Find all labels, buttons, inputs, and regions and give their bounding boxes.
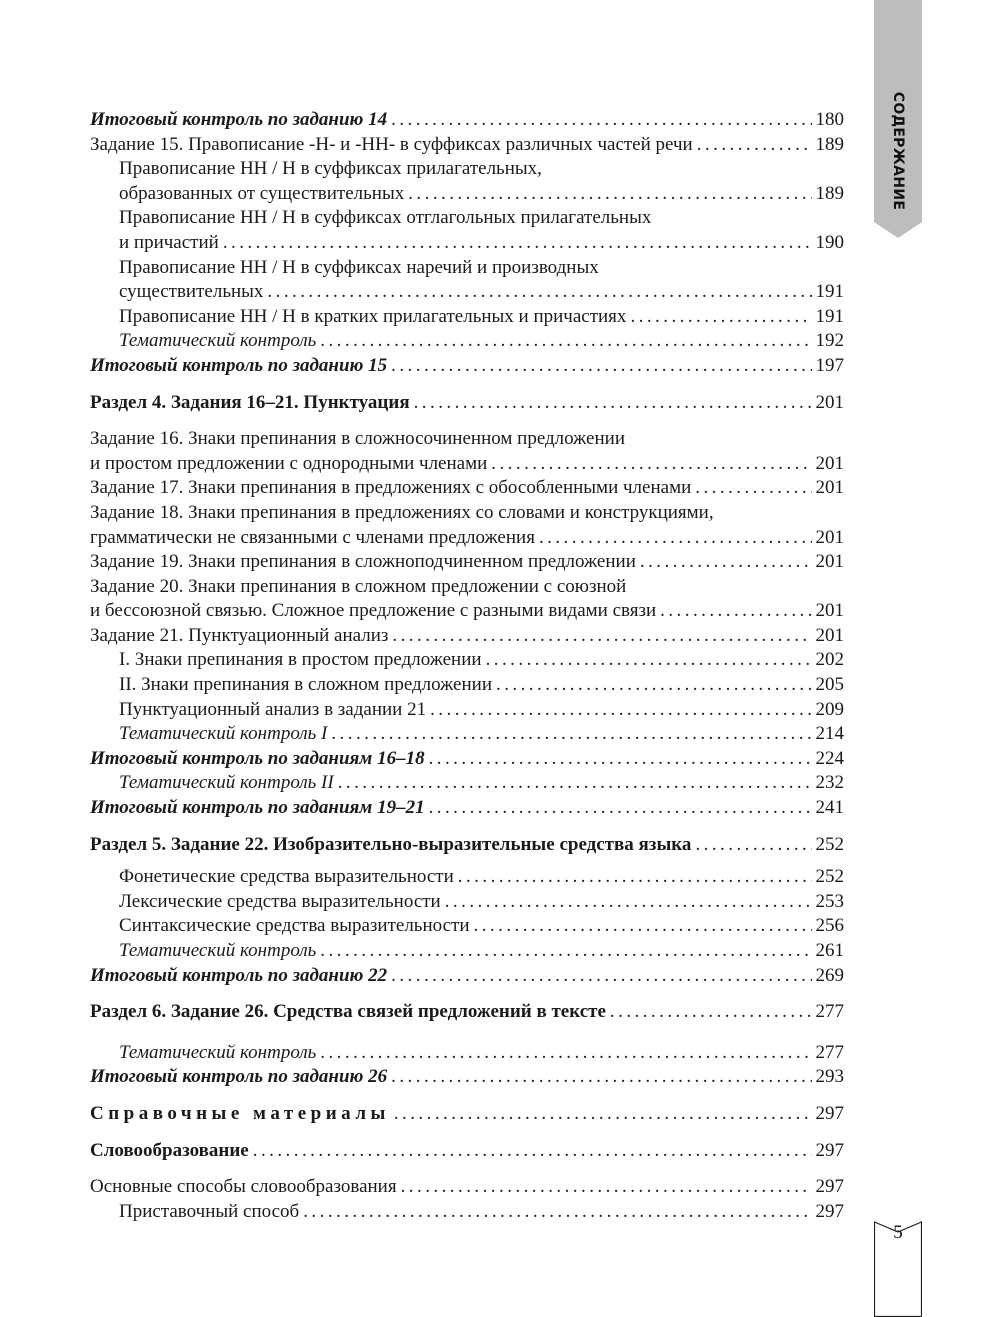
toc-entry-title: Основные способы словообразования: [90, 1176, 397, 1198]
toc-entry[interactable]: [90, 1139, 844, 1164]
toc-entry-line: [90, 914, 844, 939]
dot-leader: [401, 1175, 812, 1200]
toc-entry-line: [90, 133, 844, 158]
dot-leader: [429, 747, 812, 772]
toc-entry-line: [90, 256, 844, 281]
toc-entry-line: [90, 329, 844, 354]
toc-entry[interactable]: [90, 890, 844, 915]
dot-leader: [539, 526, 812, 551]
dot-leader: [445, 890, 812, 915]
toc-entry-page: 201: [815, 452, 844, 474]
toc-entry-line: [90, 391, 844, 416]
dot-leader: [496, 673, 812, 698]
toc-entry[interactable]: [90, 1175, 844, 1200]
toc-entry-page: 256: [815, 915, 844, 937]
toc-entry[interactable]: [90, 964, 844, 989]
toc-entry[interactable]: [90, 329, 844, 354]
toc-entry-page: 224: [815, 747, 844, 769]
toc-entry-line: [90, 722, 844, 747]
toc-entry-line: [90, 673, 844, 698]
toc-entry-title: существительных: [119, 281, 264, 303]
toc-entry-line: [90, 550, 844, 575]
dot-leader: [695, 476, 811, 501]
toc-entry-line: [90, 747, 844, 772]
toc-entry[interactable]: [90, 427, 844, 476]
toc-entry-title: Задание 15. Правописание -Н- и -НН- в суффиксах различных частей речи: [90, 133, 693, 155]
toc-entry-line: [90, 575, 844, 600]
toc-entry[interactable]: [90, 796, 844, 821]
toc-entry[interactable]: [90, 391, 844, 416]
toc-entry-title: Фонетические средства выразительности: [119, 866, 454, 888]
toc-entry-page: 201: [815, 600, 844, 622]
toc-entry-line: [90, 939, 844, 964]
toc-entry-line: [90, 1139, 844, 1164]
toc-entry-page: 202: [815, 649, 844, 671]
toc-entry-page: 269: [815, 964, 844, 986]
toc-entry[interactable]: [90, 256, 844, 305]
toc-entry-line: [90, 206, 844, 231]
toc-entry-title: Тематический контроль I: [119, 723, 328, 745]
toc-entry[interactable]: [90, 157, 844, 206]
toc-entry-title: Тематический контроль: [119, 940, 317, 961]
toc-entry-line: [90, 427, 844, 452]
toc-entry-title: Итоговый контроль по заданию 22: [90, 964, 388, 986]
toc-entry-line: [90, 796, 844, 821]
toc-entry-title: Раздел 5. Задание 22. Изобразительно-выразительные средства языка: [90, 833, 692, 855]
toc-entry-page: 201: [815, 526, 844, 548]
dot-leader: [630, 305, 811, 330]
dot-leader: [660, 599, 811, 624]
toc-entry[interactable]: [90, 550, 844, 575]
toc-entry-page: 277: [815, 1041, 844, 1063]
toc-entry-line: [90, 1065, 844, 1090]
toc-entry-title: Правописание НН / Н в суффиксах прилагательных,: [119, 158, 542, 180]
toc-entry-title: образованных от существительных: [119, 182, 405, 204]
toc-entry-title: Синтаксические средства выразительности: [119, 915, 470, 937]
toc-entry-page: 180: [815, 109, 844, 130]
toc-entry-page: 197: [815, 354, 844, 376]
dot-leader: [394, 1102, 812, 1127]
toc-entry-page: 201: [815, 477, 844, 499]
toc-entry-page: 201: [815, 391, 844, 413]
dot-leader: [458, 865, 812, 890]
toc-entry-line: [90, 865, 844, 890]
toc-entry-page: 205: [815, 674, 844, 696]
toc-entry-line: [90, 833, 844, 858]
dot-leader: [338, 771, 812, 796]
toc-entry[interactable]: [90, 833, 844, 858]
toc-entry-title: Раздел 4. Задания 16–21. Пунктуация: [90, 391, 410, 413]
dot-leader: [391, 354, 811, 379]
dot-leader: [697, 133, 812, 158]
dot-leader: [267, 280, 811, 305]
toc-entry-page: 252: [815, 866, 844, 888]
toc-entry[interactable]: [90, 648, 844, 673]
dot-leader: [429, 796, 812, 821]
toc-entry[interactable]: [90, 624, 844, 649]
toc-entry[interactable]: [90, 722, 844, 747]
toc-entry-line: [90, 231, 844, 256]
dot-leader: [391, 964, 811, 989]
toc-entry-page: 253: [815, 890, 844, 912]
dot-leader: [320, 329, 811, 354]
dot-leader: [253, 1139, 812, 1164]
toc-entry-page: 191: [815, 281, 844, 303]
toc-entry-title: грамматически не связанными с членами предложения: [90, 526, 535, 548]
toc-entry-page: 297: [815, 1139, 844, 1161]
toc-entry-title: Раздел 6. Задание 26. Средства связей предложений в тексте: [90, 1001, 606, 1023]
toc-entry[interactable]: [90, 354, 844, 379]
table-of-contents: [90, 108, 844, 1224]
toc-entry-line: [90, 698, 844, 723]
toc-entry-title: Задание 17. Знаки препинания в предложениях с обособленными членами: [90, 477, 692, 499]
toc-entry[interactable]: [90, 698, 844, 723]
dot-leader: [610, 1000, 812, 1025]
toc-entry-page: 214: [815, 723, 844, 745]
toc-entry-title: Итоговый контроль по заданию 26: [90, 1066, 388, 1088]
dot-leader: [430, 698, 811, 723]
toc-entry-title: и бессоюзной связью. Сложное предложение с разными видами связи: [90, 600, 657, 622]
toc-entry-page: 277: [815, 1001, 844, 1023]
toc-entry[interactable]: [90, 747, 844, 772]
dot-leader: [414, 391, 812, 416]
toc-entry[interactable]: [90, 1102, 844, 1127]
toc-entry[interactable]: [90, 575, 844, 624]
toc-entry-title: Тематический контроль II: [119, 772, 334, 794]
toc-entry-page: 241: [815, 797, 844, 819]
toc-entry-page: 190: [815, 231, 844, 253]
toc-entry[interactable]: [90, 305, 844, 330]
toc-entry[interactable]: [90, 1041, 844, 1066]
toc-entry[interactable]: [90, 133, 844, 158]
toc-entry-line: [90, 1000, 844, 1025]
toc-entry-title: Задание 20. Знаки препинания в сложном предложении с союзной: [90, 575, 627, 597]
toc-entry[interactable]: [90, 1200, 844, 1225]
toc-entry-title: Приставочный способ: [119, 1200, 300, 1222]
toc-entry-page: 201: [815, 551, 844, 573]
toc-entry-line: [90, 108, 844, 133]
toc-entry-page: 297: [815, 1176, 844, 1198]
toc-entry-line: [90, 1041, 844, 1066]
toc-entry[interactable]: [90, 939, 844, 964]
toc-entry-title: Итоговый контроль по заданию 15: [90, 354, 388, 376]
toc-entry-page: 293: [815, 1066, 844, 1088]
toc-entry[interactable]: [90, 1065, 844, 1090]
toc-entry-page: 297: [815, 1200, 844, 1222]
toc-entry[interactable]: [90, 914, 844, 939]
dot-leader: [320, 1041, 811, 1066]
toc-entry-line: [90, 182, 844, 207]
page-number-tab: [874, 1200, 922, 1317]
toc-entry-line: [90, 771, 844, 796]
toc-entry-title: Итоговый контроль по заданиям 16–18: [90, 747, 425, 769]
toc-entry-page: 209: [815, 698, 844, 720]
toc-entry-page: 189: [815, 182, 844, 204]
dot-leader: [491, 452, 811, 477]
toc-entry-page: 191: [815, 305, 844, 327]
dot-leader: [391, 1065, 811, 1090]
page-number: 5: [893, 1222, 903, 1243]
toc-entry-title: Пунктуационный анализ в задании 21: [119, 698, 427, 720]
dot-leader: [408, 182, 811, 207]
toc-entry-line: [90, 1200, 844, 1225]
dot-leader: [486, 648, 812, 673]
toc-entry-title: Задание 19. Знаки препинания в сложноподчиненном предложении: [90, 551, 636, 573]
toc-entry-line: [90, 526, 844, 551]
toc-entry-title: Тематический контроль: [119, 330, 317, 352]
toc-entry-title: Справочные материалы: [90, 1102, 390, 1124]
toc-entry-title: Тематический контроль: [119, 1041, 317, 1063]
toc-entry-title: и простом предложении с однородными членами: [90, 452, 488, 474]
toc-entry[interactable]: [90, 865, 844, 890]
toc-entry-line: [90, 452, 844, 477]
dot-leader: [474, 914, 812, 939]
toc-entry-line: [90, 157, 844, 182]
toc-entry-line: [90, 964, 844, 989]
toc-entry-title: Итоговый контроль по заданию 14: [90, 109, 388, 130]
toc-entry-line: [90, 1175, 844, 1200]
toc-entry-title: Задание 21. Пунктуационный анализ: [90, 624, 389, 646]
toc-entry[interactable]: [90, 206, 844, 255]
toc-entry-title: Правописание НН / Н в суффиксах наречий и производных: [119, 256, 599, 278]
toc-entry[interactable]: [90, 108, 844, 133]
toc-entry-line: [90, 648, 844, 673]
toc-entry-title: Итоговый контроль по заданиям 19–21: [90, 797, 425, 819]
toc-entry-page: 201: [815, 624, 844, 646]
toc-entry-line: [90, 599, 844, 624]
section-tab-label-wrap: [874, 88, 922, 213]
section-tab-label: СОДЕРЖАНИЕ: [890, 91, 907, 210]
toc-entry-page: 232: [815, 772, 844, 794]
toc-entry-title: Правописание НН / Н в суффиксах отглагольных прилагательных: [119, 207, 652, 229]
toc-entry-page: 252: [815, 833, 844, 855]
dot-leader: [331, 722, 811, 747]
toc-entry-line: [90, 476, 844, 501]
toc-entry-title: Задание 16. Знаки препинания в сложносочиненном предложении: [90, 428, 625, 450]
toc-entry[interactable]: [90, 476, 844, 501]
toc-entry-title: Задание 18. Знаки препинания в предложениях со словами и конструкциями,: [90, 501, 714, 523]
dot-leader: [320, 939, 811, 964]
dot-leader: [303, 1200, 811, 1225]
toc-entry[interactable]: [90, 673, 844, 698]
toc-entry-line: [90, 624, 844, 649]
toc-entry-line: [90, 354, 844, 379]
toc-entry-line: [90, 1102, 844, 1127]
toc-entry-page: 261: [815, 940, 844, 961]
toc-entry-line: [90, 280, 844, 305]
dot-leader: [695, 833, 811, 858]
toc-entry-title: и причастий: [119, 231, 219, 253]
toc-entry-title: I. Знаки препинания в простом предложении: [119, 649, 482, 671]
toc-entry-title: Словообразование: [90, 1139, 249, 1161]
toc-entry-title: Лексические средства выразительности: [119, 890, 441, 912]
toc-entry[interactable]: [90, 1000, 844, 1025]
dot-leader: [640, 550, 812, 575]
toc-entry-line: [90, 890, 844, 915]
toc-entry[interactable]: [90, 501, 844, 550]
dot-leader: [392, 624, 811, 649]
toc-entry-line: [90, 501, 844, 526]
dot-leader: [223, 231, 812, 256]
toc-entry-title: II. Знаки препинания в сложном предложении: [119, 674, 492, 696]
toc-entry-title: Правописание НН / Н в кратких прилагательных и причастиях: [119, 305, 627, 327]
dot-leader: [391, 108, 811, 133]
toc-entry-page: 192: [815, 330, 844, 352]
toc-entry-line: [90, 305, 844, 330]
toc-entry[interactable]: [90, 771, 844, 796]
toc-entry-page: 189: [815, 133, 844, 155]
toc-entry-page: 297: [815, 1102, 844, 1124]
